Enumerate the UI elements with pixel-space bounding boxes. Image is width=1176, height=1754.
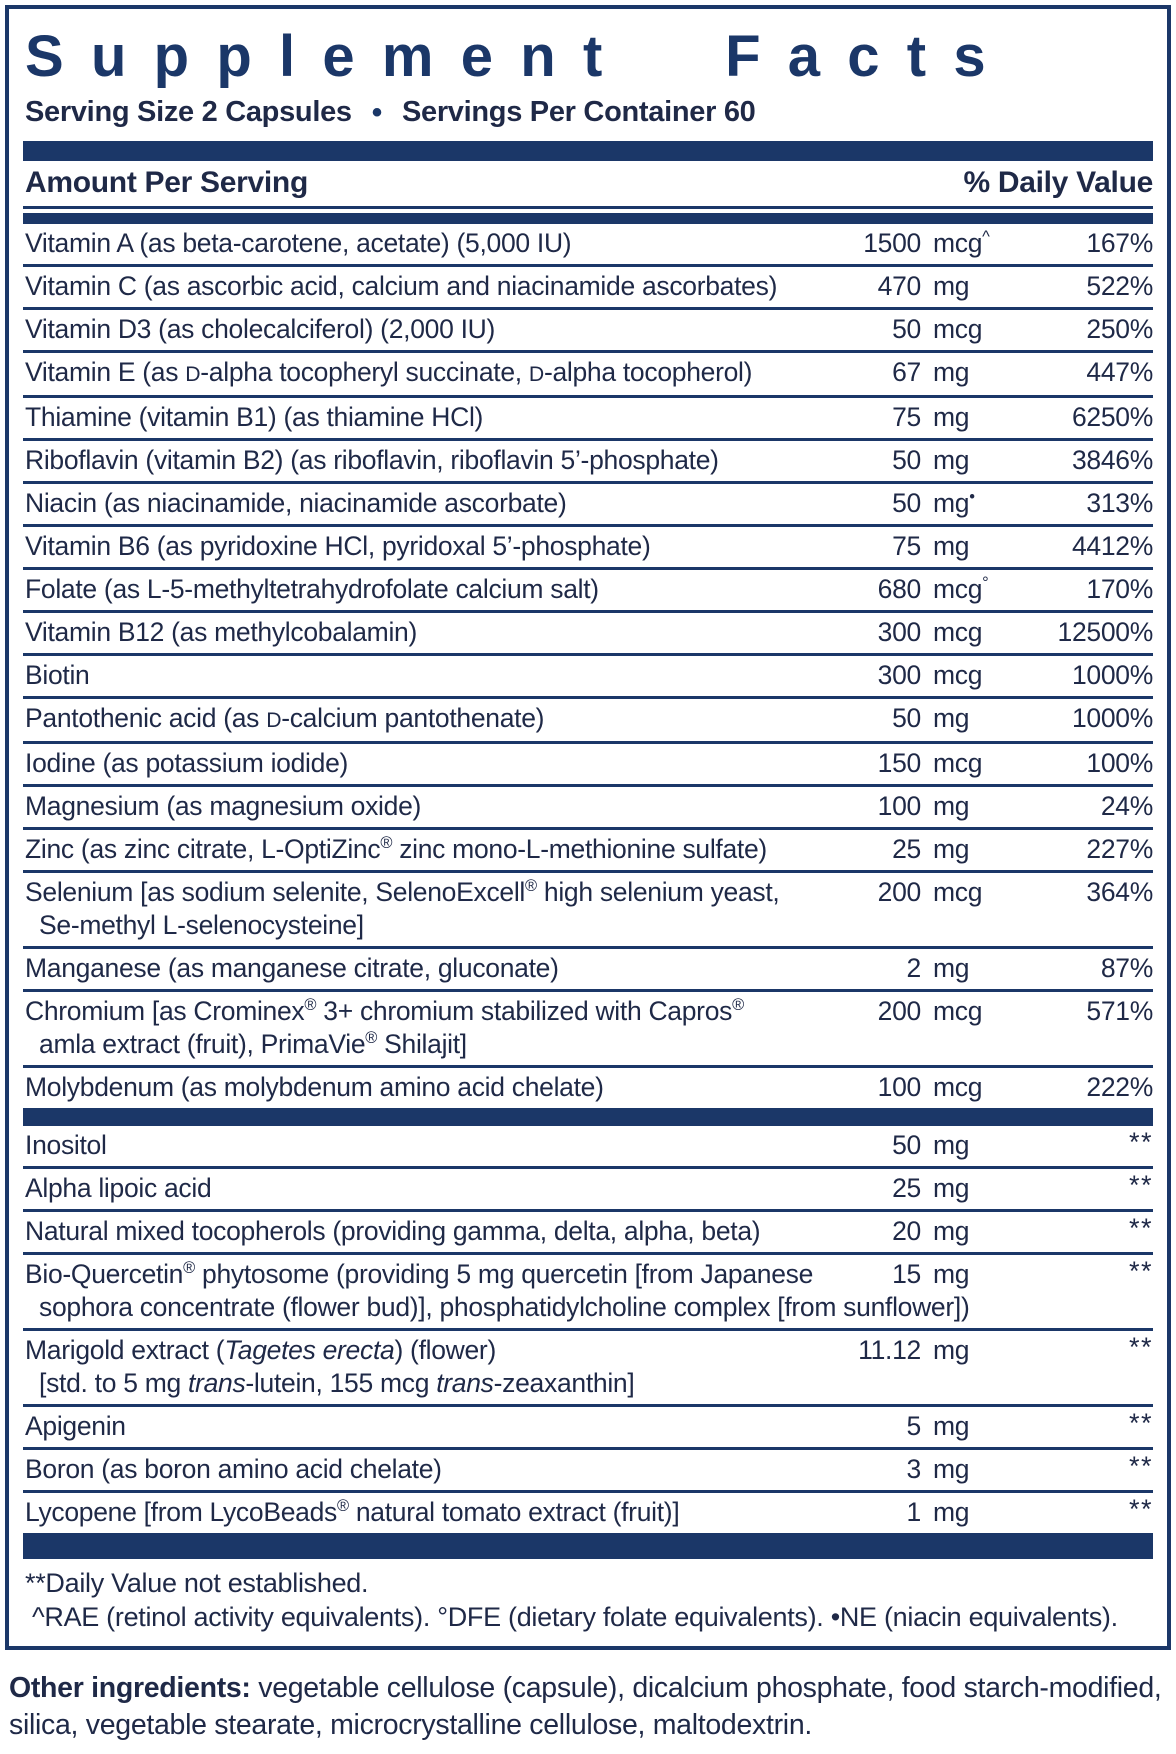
amount-unit: mcg bbox=[933, 1072, 983, 1102]
table-row bbox=[23, 1209, 1153, 1252]
amount-unit: mcg^ bbox=[933, 228, 990, 258]
daily-value: 571% bbox=[1086, 996, 1153, 1026]
amount-value: 67 bbox=[892, 357, 921, 387]
table-row bbox=[23, 395, 1153, 438]
ingredient-name: Biotin bbox=[25, 660, 90, 690]
amount-value: 5 bbox=[906, 1411, 921, 1441]
table-row-line bbox=[23, 1496, 1153, 1529]
footnotes bbox=[23, 1559, 1153, 1646]
nutrients-section bbox=[23, 224, 1153, 1108]
daily-value: 1000% bbox=[1071, 660, 1153, 690]
ingredient-name: Vitamin B12 (as methylcobalamin) bbox=[25, 617, 418, 647]
ingredient-name: Vitamin E (as D-alpha tocopheryl succinate, D-alpha tocopherol) bbox=[25, 357, 753, 387]
table-row bbox=[23, 946, 1153, 989]
table-row-line bbox=[23, 487, 1153, 520]
amount-value: 3 bbox=[906, 1454, 921, 1484]
table-row bbox=[23, 1166, 1153, 1209]
table-row-line bbox=[23, 270, 1153, 303]
amount-value: 20 bbox=[892, 1216, 921, 1246]
amount-unit: mg bbox=[933, 791, 970, 821]
amount-unit: mg bbox=[933, 953, 970, 983]
table-row bbox=[23, 827, 1153, 870]
amount-unit: mg bbox=[933, 834, 970, 864]
daily-value: 12500% bbox=[1057, 617, 1153, 647]
amount-value: 50 bbox=[892, 445, 921, 475]
amount-unit: mg bbox=[933, 531, 970, 561]
panel-title: Supplement Facts bbox=[25, 24, 1013, 89]
amount-unit: mg bbox=[933, 1454, 970, 1484]
other-actives-section bbox=[23, 1126, 1153, 1533]
table-row bbox=[23, 784, 1153, 827]
table-row bbox=[23, 481, 1153, 524]
table-row bbox=[23, 1404, 1153, 1447]
footnote-equivalents: ^RAE (retinol activity equivalents). °DFE (dietary folate equivalents). •NE (niacin equivalents). bbox=[32, 1602, 1118, 1632]
amount-unit: mg bbox=[933, 1497, 970, 1527]
amount-value: 200 bbox=[877, 996, 921, 1026]
table-row-line bbox=[23, 659, 1153, 692]
amount-value: 25 bbox=[892, 834, 921, 864]
daily-value: 227% bbox=[1086, 834, 1153, 864]
ingredient-name: Chromium [as Crominex® 3+ chromium stabilized with Capros® bbox=[25, 996, 744, 1026]
table-row-line bbox=[23, 790, 1153, 823]
ingredient-name: Boron (as boron amino acid chelate) bbox=[25, 1454, 442, 1484]
table-row-line bbox=[23, 227, 1153, 260]
ingredient-name: Riboflavin (vitamin B2) (as riboflavin, riboflavin 5’-phosphate) bbox=[25, 445, 719, 475]
amount-value: 300 bbox=[877, 660, 921, 690]
table-row-line bbox=[23, 1410, 1153, 1443]
table-row-line bbox=[23, 1334, 1153, 1367]
amount-unit: mg bbox=[933, 1411, 970, 1441]
ingredient-name: Alpha lipoic acid bbox=[25, 1173, 212, 1203]
amount-value: 100 bbox=[877, 1072, 921, 1102]
amount-unit: mcg bbox=[933, 996, 983, 1026]
other-ingredients-text: vegetable cellulose (capsule), dicalcium phosphate, food starch-modified, silica, vegetable stearate, microcrystalline cellulose, maltodextrin. bbox=[9, 1672, 1162, 1741]
ingredient-name-line2: sophora concentrate (flower bud)], phosphatidylcholine complex [from sunflower]) bbox=[39, 1292, 970, 1322]
amount-value: 470 bbox=[877, 271, 921, 301]
table-row bbox=[23, 1065, 1153, 1108]
ingredient-name-line2: amla extract (fruit), PrimaVie® Shilajit] bbox=[39, 1029, 467, 1059]
amount-per-serving-header: Amount Per Serving bbox=[25, 166, 308, 199]
ingredient-name-line2: Se-methyl L-selenocysteine] bbox=[39, 910, 364, 940]
table-row bbox=[23, 1490, 1153, 1533]
amount-value: 300 bbox=[877, 617, 921, 647]
amount-unit: mg bbox=[933, 1259, 970, 1289]
daily-value: ** bbox=[1128, 1127, 1153, 1157]
table-row-line bbox=[23, 1215, 1153, 1248]
ingredient-name: Vitamin C (as ascorbic acid, calcium and niacinamide ascorbates) bbox=[25, 271, 778, 301]
amount-value: 150 bbox=[877, 748, 921, 778]
servings-per-container: Servings Per Container 60 bbox=[401, 96, 756, 128]
amount-value: 100 bbox=[877, 791, 921, 821]
ingredient-name: Inositol bbox=[25, 1130, 107, 1160]
amount-unit: mg bbox=[933, 1335, 970, 1365]
footnote-daily-value: **Daily Value not established. bbox=[25, 1568, 369, 1598]
table-row-line bbox=[23, 952, 1153, 985]
serving-info bbox=[23, 92, 1153, 141]
serving-size: Serving Size 2 Capsules bbox=[25, 96, 352, 128]
daily-value-header: % Daily Value bbox=[963, 166, 1153, 199]
table-row bbox=[23, 524, 1153, 567]
amount-value: 25 bbox=[892, 1173, 921, 1203]
table-row bbox=[23, 438, 1153, 481]
ingredient-name: Molybdenum (as molybdenum amino acid chelate) bbox=[25, 1072, 604, 1102]
daily-value: 1000% bbox=[1071, 703, 1153, 733]
amount-value: 1 bbox=[906, 1497, 921, 1527]
amount-value: 75 bbox=[892, 531, 921, 561]
table-row-line bbox=[23, 833, 1153, 866]
amount-value: 1500 bbox=[863, 228, 921, 258]
amount-unit: mcg bbox=[933, 617, 983, 647]
amount-value: 50 bbox=[892, 314, 921, 344]
daily-value: ** bbox=[1128, 1451, 1153, 1481]
amount-unit: mcg bbox=[933, 660, 983, 690]
ingredient-name: Apigenin bbox=[25, 1411, 126, 1441]
table-row-line bbox=[23, 702, 1153, 737]
daily-value: 313% bbox=[1086, 488, 1153, 518]
other-ingredients-label: Other ingredients: bbox=[9, 1672, 251, 1704]
column-headers bbox=[23, 161, 1153, 206]
table-row bbox=[23, 1328, 1153, 1404]
table-row bbox=[23, 350, 1153, 395]
table-row-line bbox=[23, 747, 1153, 780]
ingredient-name: Manganese (as manganese citrate, gluconate) bbox=[25, 953, 559, 983]
divider-bar-top bbox=[23, 141, 1153, 161]
ingredient-name: Folate (as L-5-methyltetrahydrofolate calcium salt) bbox=[25, 574, 599, 604]
table-row-line bbox=[23, 876, 1153, 909]
daily-value: 522% bbox=[1086, 271, 1153, 301]
amount-unit: mg• bbox=[933, 488, 975, 518]
ingredient-name: Vitamin D3 (as cholecalciferol) (2,000 IU) bbox=[25, 314, 495, 344]
table-row bbox=[23, 741, 1153, 784]
amount-unit: mg bbox=[933, 357, 970, 387]
amount-value: 680 bbox=[877, 574, 921, 604]
daily-value: ** bbox=[1128, 1408, 1153, 1438]
ingredient-name: Bio-Quercetin® phytosome (providing 5 mg quercetin [from Japanese bbox=[25, 1259, 814, 1289]
amount-unit: mg bbox=[933, 1216, 970, 1246]
daily-value: 100% bbox=[1086, 748, 1153, 778]
daily-value: 6250% bbox=[1071, 402, 1153, 432]
ingredient-name: Selenium [as sodium selenite, SelenoExcell® high selenium yeast, bbox=[25, 877, 780, 907]
amount-unit: mg bbox=[933, 703, 970, 733]
daily-value: ** bbox=[1128, 1170, 1153, 1200]
table-row-line bbox=[23, 1071, 1153, 1104]
supplement-facts-panel bbox=[5, 5, 1171, 1650]
daily-value: 4412% bbox=[1071, 531, 1153, 561]
daily-value: ** bbox=[1128, 1213, 1153, 1243]
table-row-line bbox=[23, 1172, 1153, 1205]
table-row-line bbox=[23, 1453, 1153, 1486]
divider-bar-under-header bbox=[23, 213, 1153, 224]
ingredient-name: Lycopene [from LycoBeads® natural tomato extract (fruit)] bbox=[25, 1497, 680, 1527]
daily-value: 3846% bbox=[1071, 445, 1153, 475]
amount-unit: mcg bbox=[933, 877, 983, 907]
amount-unit: mg bbox=[933, 1130, 970, 1160]
amount-value: 50 bbox=[892, 1130, 921, 1160]
ingredient-name: Marigold extract (Tagetes erecta) (flower) bbox=[25, 1335, 496, 1365]
ingredient-name: Pantothenic acid (as D-calcium pantothenate) bbox=[25, 703, 545, 733]
table-row-line bbox=[23, 530, 1153, 563]
daily-value: 170% bbox=[1086, 574, 1153, 604]
amount-value: 200 bbox=[877, 877, 921, 907]
amount-unit: mcg bbox=[933, 314, 983, 344]
ingredient-name: Iodine (as potassium iodide) bbox=[25, 748, 349, 778]
table-row-line bbox=[23, 313, 1153, 346]
daily-value: 222% bbox=[1086, 1072, 1153, 1102]
amount-unit: mcg° bbox=[933, 574, 989, 604]
table-row-line bbox=[23, 1258, 1153, 1291]
daily-value: 167% bbox=[1086, 228, 1153, 258]
amount-unit: mg bbox=[933, 402, 970, 432]
table-row bbox=[23, 1252, 1153, 1328]
ingredient-name: Natural mixed tocopherols (providing gamma, delta, alpha, beta) bbox=[25, 1216, 761, 1246]
header-rule bbox=[23, 206, 1153, 209]
table-row-line bbox=[23, 1129, 1153, 1162]
daily-value: 447% bbox=[1086, 357, 1153, 387]
amount-unit: mcg bbox=[933, 748, 983, 778]
amount-unit: mg bbox=[933, 1173, 970, 1203]
table-row bbox=[23, 224, 1153, 264]
ingredient-name: Niacin (as niacinamide, niacinamide ascorbate) bbox=[25, 488, 567, 518]
table-row-line bbox=[23, 401, 1153, 434]
amount-unit: mg bbox=[933, 445, 970, 475]
table-row bbox=[23, 653, 1153, 696]
ingredient-name: Thiamine (vitamin B1) (as thiamine HCl) bbox=[25, 402, 484, 432]
ingredient-name-line2: [std. to 5 mg trans-lutein, 155 mcg trans-zeaxanthin] bbox=[39, 1368, 635, 1398]
table-row bbox=[23, 1447, 1153, 1490]
table-row-line bbox=[23, 356, 1153, 391]
ingredient-name: Vitamin B6 (as pyridoxine HCl, pyridoxal 5’-phosphate) bbox=[25, 531, 651, 561]
amount-value: 11.12 bbox=[858, 1335, 921, 1365]
table-row bbox=[23, 264, 1153, 307]
amount-value: 75 bbox=[892, 402, 921, 432]
ingredient-name: Vitamin A (as beta-carotene, acetate) (5,000 IU) bbox=[25, 228, 572, 258]
table-row-line bbox=[23, 616, 1153, 649]
table-row bbox=[23, 307, 1153, 350]
daily-value: 250% bbox=[1086, 314, 1153, 344]
table-row bbox=[23, 696, 1153, 741]
daily-value: ** bbox=[1128, 1494, 1153, 1524]
amount-value: 50 bbox=[892, 703, 921, 733]
table-row bbox=[23, 610, 1153, 653]
bullet-dot-icon: • bbox=[371, 95, 382, 129]
daily-value: 364% bbox=[1086, 877, 1153, 907]
table-row-line bbox=[23, 444, 1153, 477]
amount-value: 15 bbox=[892, 1259, 921, 1289]
daily-value: ** bbox=[1128, 1332, 1153, 1362]
divider-bar-footnotes bbox=[23, 1533, 1153, 1559]
other-ingredients bbox=[5, 1650, 1171, 1754]
amount-value: 2 bbox=[906, 953, 921, 983]
ingredient-name: Magnesium (as magnesium oxide) bbox=[25, 791, 422, 821]
table-row-line bbox=[23, 573, 1153, 606]
daily-value: 24% bbox=[1100, 791, 1153, 821]
daily-value: ** bbox=[1128, 1256, 1153, 1286]
divider-bar-section bbox=[23, 1108, 1153, 1126]
table-row bbox=[23, 870, 1153, 946]
table-row bbox=[23, 567, 1153, 610]
daily-value: 87% bbox=[1100, 953, 1153, 983]
table-row bbox=[23, 989, 1153, 1065]
ingredient-name: Zinc (as zinc citrate, L-OptiZinc® zinc mono-L-methionine sulfate) bbox=[25, 834, 767, 864]
table-row bbox=[23, 1126, 1153, 1166]
amount-value: 50 bbox=[892, 488, 921, 518]
table-row-line bbox=[23, 995, 1153, 1028]
amount-unit: mg bbox=[933, 271, 970, 301]
